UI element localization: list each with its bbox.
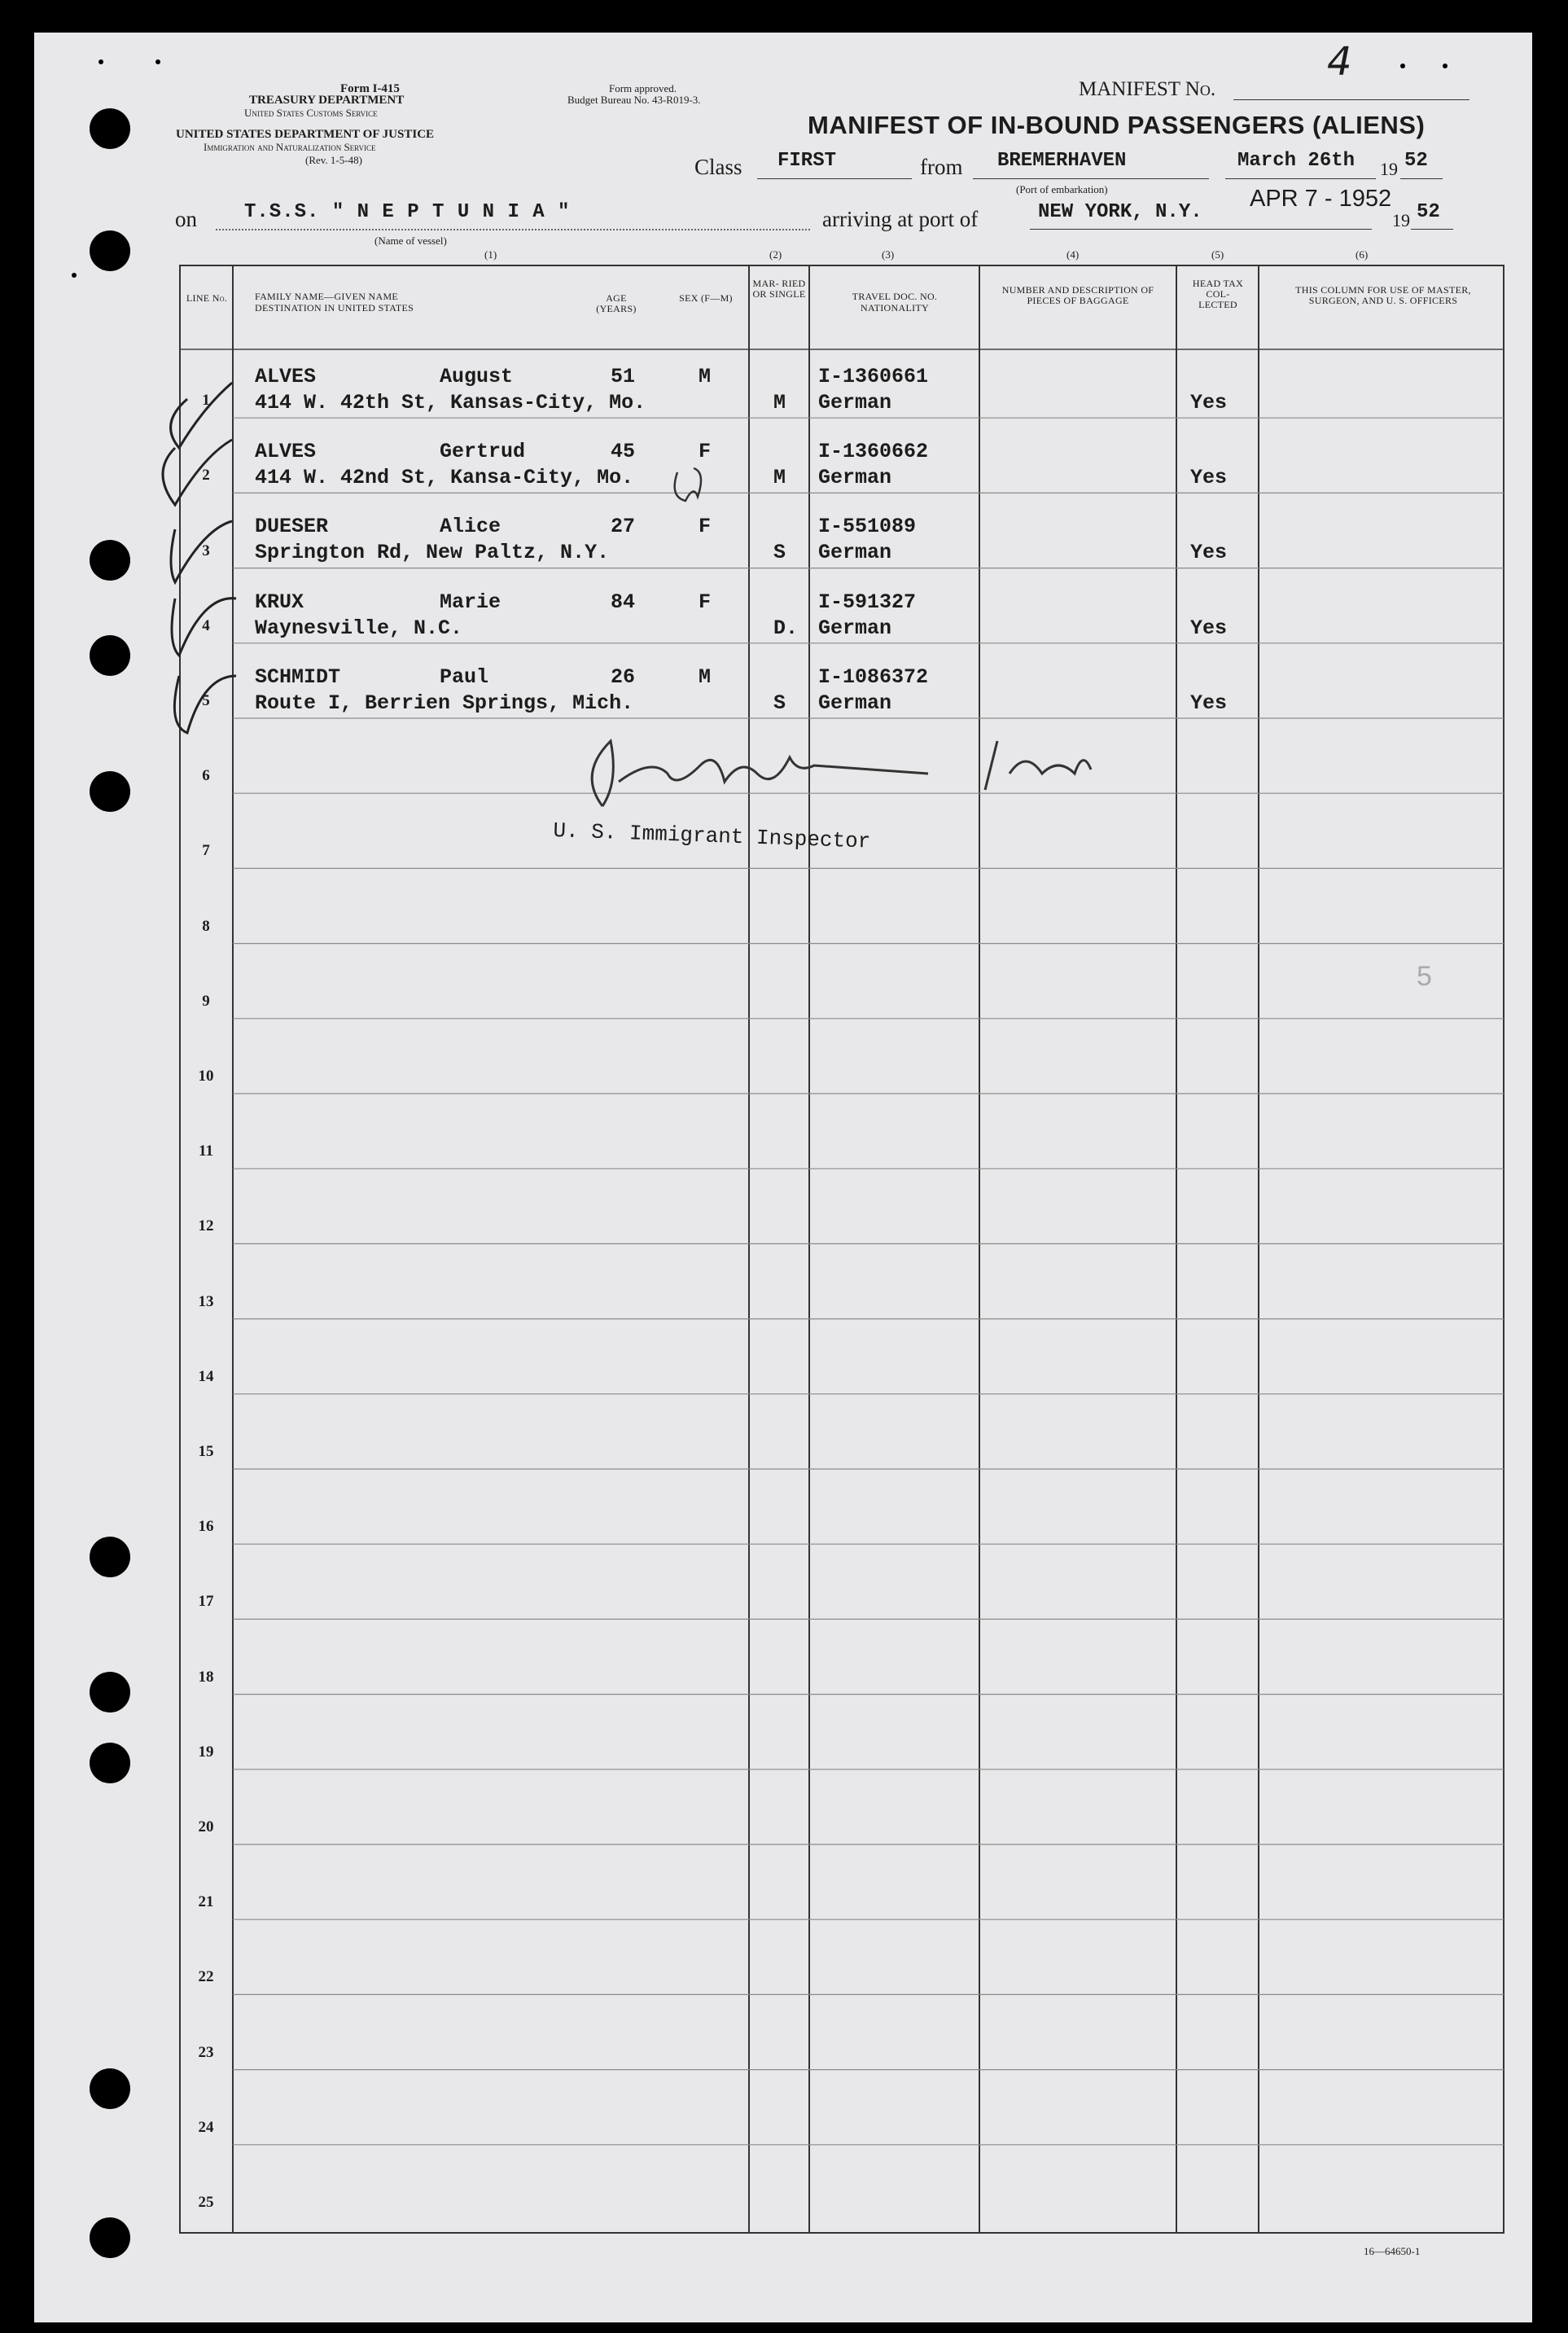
customs-service: United States Customs Service [244, 107, 378, 119]
passenger-head-tax: Yes [1190, 466, 1228, 490]
marital-scribble [669, 464, 710, 513]
justice-dept: UNITED STATES DEPARTMENT OF JUSTICE [176, 128, 435, 141]
passenger-nationality: German [818, 616, 892, 640]
line-number: 10 [198, 1068, 214, 1085]
passenger-destination: Route I, Berrien Springs, Mich. [255, 691, 634, 715]
passenger-sex: F [699, 440, 712, 464]
manifest-no-label: MANIFEST No. [1079, 78, 1216, 100]
header-officers: THIS COLUMN FOR USE OF MASTER, SURGEON, AND U. S. OFFICERS [1295, 284, 1471, 306]
arrival-year: 52 [1417, 201, 1440, 223]
line-number: 18 [198, 1668, 214, 1686]
passenger-family-name: DUESER [255, 515, 329, 539]
col-num-6: (6) [1356, 248, 1369, 261]
side-mark: 5 [1417, 961, 1432, 992]
line-number: 20 [198, 1818, 214, 1835]
passenger-age: 51 [611, 365, 636, 388]
arriving-label: arriving at port of [822, 207, 979, 231]
header-line-no: LINE No. [186, 292, 228, 304]
line-number: 16 [198, 1518, 214, 1536]
revision: (Rev. 1-5-48) [305, 154, 362, 166]
passenger-travel-doc: I-1360662 [818, 440, 929, 464]
passenger-travel-doc: I-551089 [818, 515, 917, 539]
header-travel-doc: TRAVEL DOC. NO. [852, 291, 938, 302]
passenger-nationality: German [818, 691, 892, 715]
class-label: Class [694, 155, 742, 179]
check-marks [155, 350, 318, 774]
passenger-nationality: German [818, 466, 892, 490]
line-number: 23 [198, 2043, 214, 2061]
arrival-year-prefix: 19 [1392, 210, 1410, 230]
passenger-head-tax: Yes [1190, 391, 1228, 414]
on-label: on [175, 207, 197, 231]
line-number: 24 [198, 2118, 214, 2136]
passenger-travel-doc: I-1360661 [818, 365, 929, 388]
from-label: from [920, 155, 963, 179]
passenger-family-name: SCHMIDT [255, 664, 341, 689]
passenger-given-name: Marie [440, 590, 501, 614]
page-title: MANIFEST OF IN-BOUND PASSENGERS (ALIENS) [808, 111, 1426, 139]
col-num-5: (5) [1211, 248, 1224, 261]
passenger-nationality: German [818, 541, 892, 565]
year-prefix: 19 [1380, 159, 1398, 179]
form-approved: Form approved. [609, 82, 677, 94]
line-number: 4 [202, 616, 210, 634]
passenger-family-name: ALVES [255, 440, 317, 464]
header-married: MAR- RIED OR SINGLE [752, 278, 806, 300]
vessel-note: (Name of vessel) [374, 235, 447, 247]
passenger-destination: 414 W. 42nd St, Kansa-City, Mo. [255, 466, 634, 490]
line-number: 2 [202, 467, 210, 485]
passenger-sex: M [699, 664, 712, 689]
col-num-1: (1) [484, 248, 497, 261]
signature [554, 725, 1123, 822]
passenger-marital: S [773, 541, 786, 565]
passenger-destination: Waynesville, N.C. [255, 616, 463, 640]
passenger-sex: F [699, 515, 712, 539]
line-number: 15 [198, 1443, 214, 1460]
from-value: BREMERHAVEN [997, 150, 1127, 172]
passenger-given-name: Alice [440, 515, 501, 539]
line-number: 9 [202, 992, 210, 1010]
line-number: 8 [202, 917, 210, 935]
line-number: 19 [198, 1743, 214, 1761]
passenger-head-tax: Yes [1190, 616, 1228, 640]
form-number: Form I-415 [340, 82, 400, 95]
line-number: 17 [198, 1593, 214, 1611]
port-note: (Port of embarkation) [1016, 183, 1108, 195]
header-name: FAMILY NAME—GIVEN NAME [255, 291, 399, 302]
ins-service: Immigration and Naturalization Service [204, 141, 376, 153]
inspector-label: U. S. Immigrant Inspector [552, 818, 871, 854]
line-number: 25 [198, 2194, 214, 2211]
col-num-2: (2) [769, 248, 782, 261]
header-baggage: NUMBER AND DESCRIPTION OF PIECES OF BAGGAGE [1001, 284, 1154, 306]
line-number: 6 [202, 767, 210, 785]
passenger-family-name: KRUX [255, 590, 304, 614]
col-num-4: (4) [1067, 248, 1080, 261]
manifest-no-value: 4 [1327, 39, 1352, 85]
passenger-given-name: August [440, 365, 514, 388]
arrival-port: NEW YORK, N.Y. [1038, 201, 1202, 223]
passenger-marital: M [773, 391, 786, 414]
passenger-age: 26 [611, 664, 636, 689]
line-number: 13 [198, 1292, 214, 1310]
line-number: 14 [198, 1367, 214, 1385]
arrival-date-stamp: APR 7 - 1952 [1250, 186, 1392, 212]
passenger-travel-doc: I-591327 [818, 590, 917, 614]
footer-code: 16—64650-1 [1364, 2245, 1421, 2257]
header-age: AGE (YEARS) [596, 292, 637, 314]
passenger-head-tax: Yes [1190, 541, 1228, 565]
passenger-destination: Springton Rd, New Paltz, N.Y. [255, 541, 610, 565]
passenger-travel-doc: I-1086372 [818, 664, 929, 689]
passenger-age: 84 [611, 590, 636, 614]
passenger-age: 45 [611, 440, 636, 464]
line-number: 1 [202, 392, 210, 410]
date-value: March 26th [1237, 150, 1356, 172]
passenger-head-tax: Yes [1190, 691, 1228, 715]
treasury-dept: TREASURY DEPARTMENT [249, 94, 405, 107]
passenger-family-name: ALVES [255, 365, 317, 388]
line-number: 21 [198, 1893, 214, 1911]
budget-bureau: Budget Bureau No. 43-R019-3. [567, 94, 701, 106]
header-head-tax: HEAD TAX COL- LECTED [1192, 278, 1244, 310]
line-number: 3 [202, 542, 210, 559]
header-sex: SEX (F—M) [679, 292, 733, 304]
passenger-age: 27 [611, 515, 636, 539]
line-number: 12 [198, 1217, 214, 1235]
line-number: 11 [199, 1142, 213, 1160]
passenger-sex: F [699, 590, 712, 614]
line-number: 5 [202, 692, 210, 709]
line-number: 22 [198, 1968, 214, 1986]
header-destination: DESTINATION IN UNITED STATES [255, 302, 414, 314]
passenger-given-name: Paul [440, 664, 489, 689]
passenger-marital: D. [773, 616, 799, 640]
passenger-sex: M [699, 365, 712, 388]
vessel-value: T.S.S. " N E P T U N I A " [244, 201, 571, 223]
line-number: 7 [202, 842, 210, 860]
passenger-marital: M [773, 466, 786, 490]
year-value: 52 [1404, 150, 1428, 172]
col-num-3: (3) [882, 248, 895, 261]
header-nationality: NATIONALITY [861, 302, 929, 314]
class-value: FIRST [777, 150, 837, 172]
passenger-nationality: German [818, 391, 892, 414]
passenger-marital: S [773, 691, 786, 715]
passenger-given-name: Gertrud [440, 440, 526, 464]
passenger-destination: 414 W. 42th St, Kansas-City, Mo. [255, 391, 646, 414]
